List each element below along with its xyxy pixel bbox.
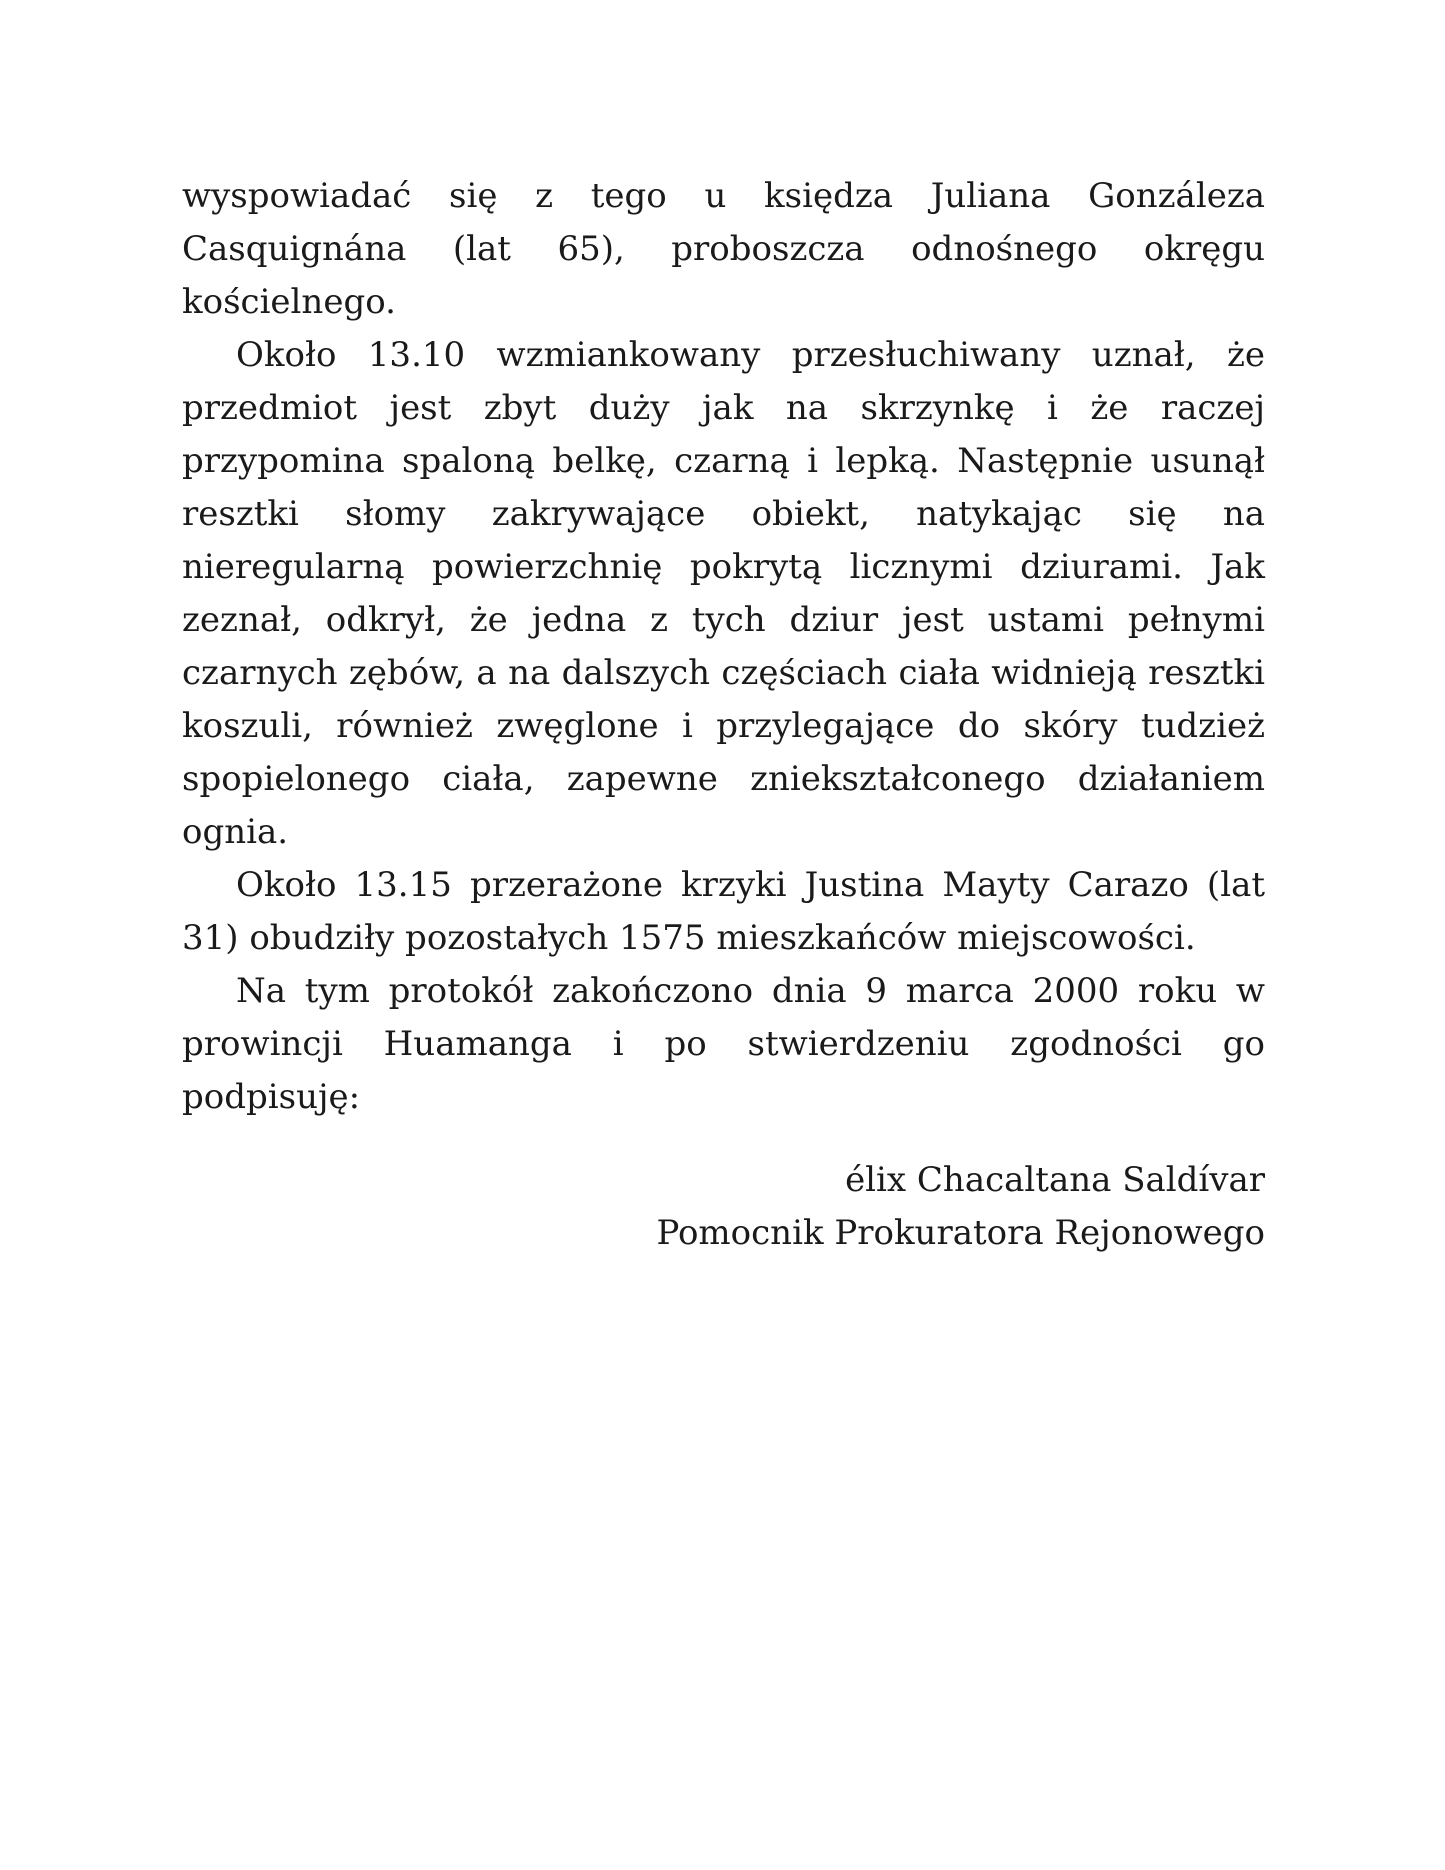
signature-name: élix Chacaltana Saldívar: [845, 1160, 1265, 1200]
paragraph-screams: Około 13.15 przerażone krzyki Justina Mayty Carazo (lat 31) obudziły pozostałych 1575 mieszkańców miejscowości.: [182, 865, 1265, 958]
paragraph-continuation: wyspowiadać się z tego u księdza Juliana Gonzáleza Casquignána (lat 65), proboszcza odnośnego okręgu kościelnego.: [182, 176, 1265, 322]
document-body: [182, 170, 1265, 1260]
signature-block: [182, 1154, 1265, 1260]
paragraph-object-description: Około 13.10 wzmiankowany przesłuchiwany uznał, że przedmiot jest zbyt duży jak na skrzynkę i że raczej przypomina spaloną belkę, czarną i lepką. Następnie usunął resztki słomy zakrywające obiekt, natykając się na nieregularną powierzchnię pokrytą licznymi dziurami. Jak zeznał, odkrył, że jedna z tych dziur jest ustami pełnymi czarnych zębów, a na dalszych częściach ciała widnieją resztki koszuli, również zwęglone i przylegające do skóry tudzież spopielonego ciała, zapewne zniekształconego działaniem ognia.: [182, 335, 1265, 852]
signature-title: Pomocnik Prokuratora Rejonowego: [656, 1213, 1265, 1253]
paragraph-protocol-closing: Na tym protokół zakończono dnia 9 marca 2000 roku w prowincji Huamanga i po stwierdzeniu zgodności go podpisuję:: [182, 971, 1265, 1117]
